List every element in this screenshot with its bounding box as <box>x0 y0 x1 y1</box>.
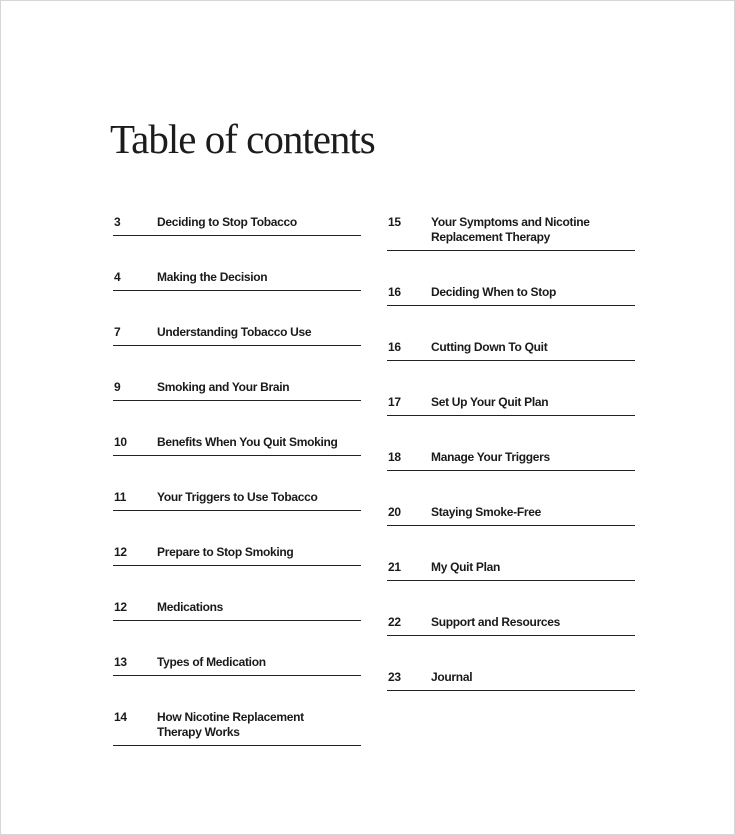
toc-entry[interactable] <box>387 615 635 636</box>
toc-entry-title: Understanding Tobacco Use <box>157 325 312 339</box>
toc-column-left <box>113 215 361 780</box>
toc-entry[interactable] <box>387 340 635 361</box>
toc-entry[interactable] <box>113 490 361 511</box>
toc-entry[interactable] <box>387 450 635 471</box>
toc-page-number: 16 <box>388 285 401 299</box>
toc-page-number: 23 <box>388 670 401 684</box>
toc-page-number: 10 <box>114 435 127 449</box>
toc-column-right <box>387 215 635 725</box>
toc-entry-title: Support and Resources <box>431 615 561 629</box>
toc-entry[interactable] <box>113 545 361 566</box>
toc-entry[interactable] <box>113 325 361 346</box>
toc-entry-title: Medications <box>157 600 224 614</box>
toc-entry[interactable] <box>387 285 635 306</box>
toc-entry-title: Prepare to Stop Smoking <box>157 545 294 559</box>
toc-entry[interactable] <box>387 215 635 251</box>
toc-entry[interactable] <box>113 600 361 621</box>
toc-entry-title: Benefits When You Quit Smoking <box>157 435 338 449</box>
toc-entry[interactable] <box>113 655 361 676</box>
toc-page-number: 11 <box>114 490 127 504</box>
toc-page-number: 20 <box>388 505 401 519</box>
toc-entry[interactable] <box>113 215 361 236</box>
toc-entry[interactable] <box>387 505 635 526</box>
toc-page-number: 14 <box>114 710 127 724</box>
toc-page-number: 18 <box>388 450 401 464</box>
toc-page-number: 21 <box>388 560 401 574</box>
toc-entry-title: Journal <box>431 670 473 684</box>
toc-page-number: 7 <box>114 325 121 339</box>
toc-entry-title: My Quit Plan <box>431 560 501 574</box>
toc-entry-title: How Nicotine Replacement Therapy Works <box>157 710 304 739</box>
toc-entry[interactable] <box>387 395 635 416</box>
toc-page-number: 16 <box>388 340 401 354</box>
toc-entry-title: Manage Your Triggers <box>431 450 550 464</box>
toc-entry-title: Deciding When to Stop <box>431 285 557 299</box>
toc-page-number: 12 <box>114 600 127 614</box>
toc-entry[interactable] <box>113 270 361 291</box>
toc-entry-title: Staying Smoke-Free <box>431 505 541 519</box>
toc-entry-title: Making the Decision <box>157 270 268 284</box>
toc-entry[interactable] <box>387 560 635 581</box>
toc-entry-title: Deciding to Stop Tobacco <box>157 215 297 229</box>
toc-page-number: 12 <box>114 545 127 559</box>
page-title: Table of contents <box>110 116 375 162</box>
toc-page-number: 15 <box>388 215 401 229</box>
toc-entry-title: Your Triggers to Use Tobacco <box>157 490 318 504</box>
toc-entry[interactable] <box>113 710 361 746</box>
toc-entry-title: Your Symptoms and Nicotine Replacement Therapy <box>431 215 590 244</box>
toc-page-number: 13 <box>114 655 127 669</box>
toc-page-number: 17 <box>388 395 401 409</box>
toc-entry-title: Smoking and Your Brain <box>157 380 290 394</box>
toc-page-number: 4 <box>114 270 121 284</box>
toc-entry[interactable] <box>113 380 361 401</box>
toc-page-number: 9 <box>114 380 121 394</box>
toc-entry[interactable] <box>387 670 635 691</box>
toc-page-number: 3 <box>114 215 121 229</box>
toc-entry-title: Set Up Your Quit Plan <box>431 395 549 409</box>
toc-entry-title: Types of Medication <box>157 655 266 669</box>
toc-entry[interactable] <box>113 435 361 456</box>
toc-entry-title: Cutting Down To Quit <box>431 340 548 354</box>
toc-page-number: 22 <box>388 615 401 629</box>
